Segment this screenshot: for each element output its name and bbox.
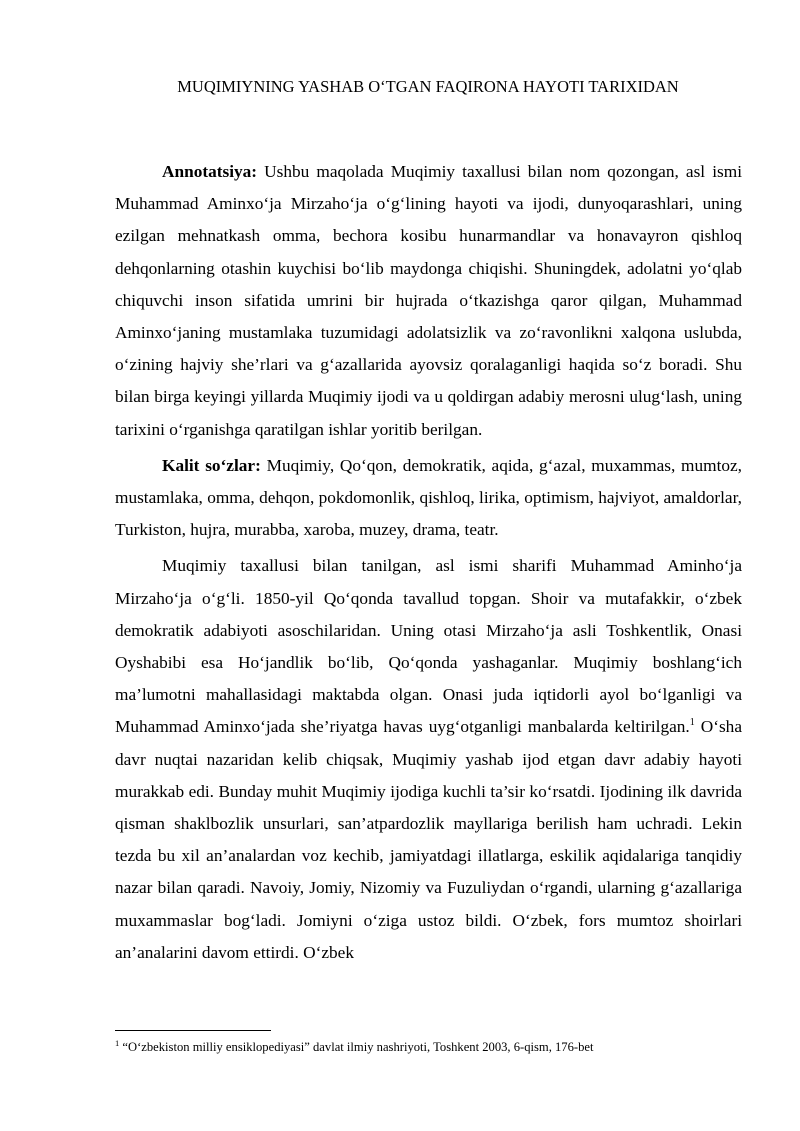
- annotation-label: Annotatsiya:: [162, 162, 258, 181]
- keywords-label: Kalit so‘zlar:: [162, 455, 261, 475]
- annotation-paragraph: [115, 156, 742, 446]
- footnote-mark: 1: [115, 1037, 120, 1048]
- footnote-divider: [115, 1030, 271, 1031]
- footnote: [115, 1038, 755, 1056]
- body-text-part1: Muqimiy taxallusi bilan tanilgan, asl ismi sharifi Muhammad Aminho‘ja Mirzaho‘ja o‘g‘li. 1850-yil Qo‘qonda tavallud topgan. Shoir va mutafakkir, o‘zbek demokratik adabiyoti asoschilaridan. Uning otasi Mirzaho‘ja asli Toshkentlik, Onasi Oyshabibi esa Ho‘jandlik bo‘lib, Qo‘qonda yashaganlar. Muqimiy boshlang‘ich ma’lumotni mahallasidagi maktabda olgan. Onasi juda iqtidorli ayol bo‘lganligi va Muhammad Aminxo‘jada she’riyatga havas uyg‘otganligi manbalarda keltirilgan.: [115, 556, 742, 737]
- document-title: MUQIMIYNING YASHAB O‘TGAN FAQIRONA HAYOTI TARIXIDAN: [177, 77, 679, 96]
- annotation-text: Ushbu maqolada Muqimiy taxallusi bilan nom qozongan, asl ismi Muhammad Aminxo‘ja Mirzaho‘ja o‘g‘lining hayoti va ijodi, dunyoqarashlari, uning ezilgan mehnatkash omma, bechora kosibu hunarmandlar va honavayron qishloq dehqonlarning otashin kuychisi bo‘lib maydonga chiqishi. Shuningdek, adolatni yo‘qlab chiquvchi inson sifatida umrini bir hujrada o‘tkazishga qaror qilgan, Muhammad Aminxo‘janing mustamlaka tuzumidagi adolatsizlik va zo‘ravonlikni xalqona uslubda, o‘zining hajviy she’rlari va g‘azallarida ayovsiz qoralaganligi haqida so‘z boradi. Shu bilan birga keyingi yillarda Muqimiy ijodi va u qoldirgan adabiy merosni ulug‘lash, uning tarixini o‘rganishga qaratilgan ishlar yoritib berilgan.: [115, 162, 742, 439]
- footnote-text: “O‘zbekiston milliy ensiklopediyasi” davlat ilmiy nashriyoti, Toshkent 2003, 6-qism, 176-bet: [119, 1040, 594, 1054]
- body-text-part2: O‘sha davr nuqtai nazaridan kelib chiqsak, Muqimiy yashab ijod etgan davr adabiy hayoti murakkab edi. Bunday muhit Muqimiy ijodiga kuchli ta’sir ko‘rsatdi. Ijodining ilk davrida qisman shaklbozlik unsurlari, san’atpardozlik mayllariga berilish ham uchradi. Lekin tezda bu xil an’analardan voz kechib, jamiyatdagi illatlarga, eskilik aqidalariga tanqidiy nazar bilan qaradi. Navoiy, Jomiy, Nizomiy va Fuzuliydan o‘rgandi, ularning g‘azallariga muxammaslar bog‘ladi. Jomiyni o‘ziga ustoz bildi. O‘zbek, fors mumtoz shoirlari an’analarini davom ettirdi. O‘zbek: [115, 717, 742, 962]
- keywords-text: Muqimiy, Qo‘qon, demokratik, aqida, g‘azal, muxammas, mumtoz, mustamlaka, omma, dehqon, pokdomonlik, qishloq, lirika, optimism, hajviyot, amaldorlar, Turkiston, hujra, murabba, xaroba, muzey, drama, teatr.: [115, 455, 743, 540]
- document-body: [115, 156, 742, 969]
- footnote-reference[interactable]: 1: [689, 717, 695, 729]
- body-paragraph: [115, 550, 742, 969]
- keywords-paragraph: [115, 450, 742, 547]
